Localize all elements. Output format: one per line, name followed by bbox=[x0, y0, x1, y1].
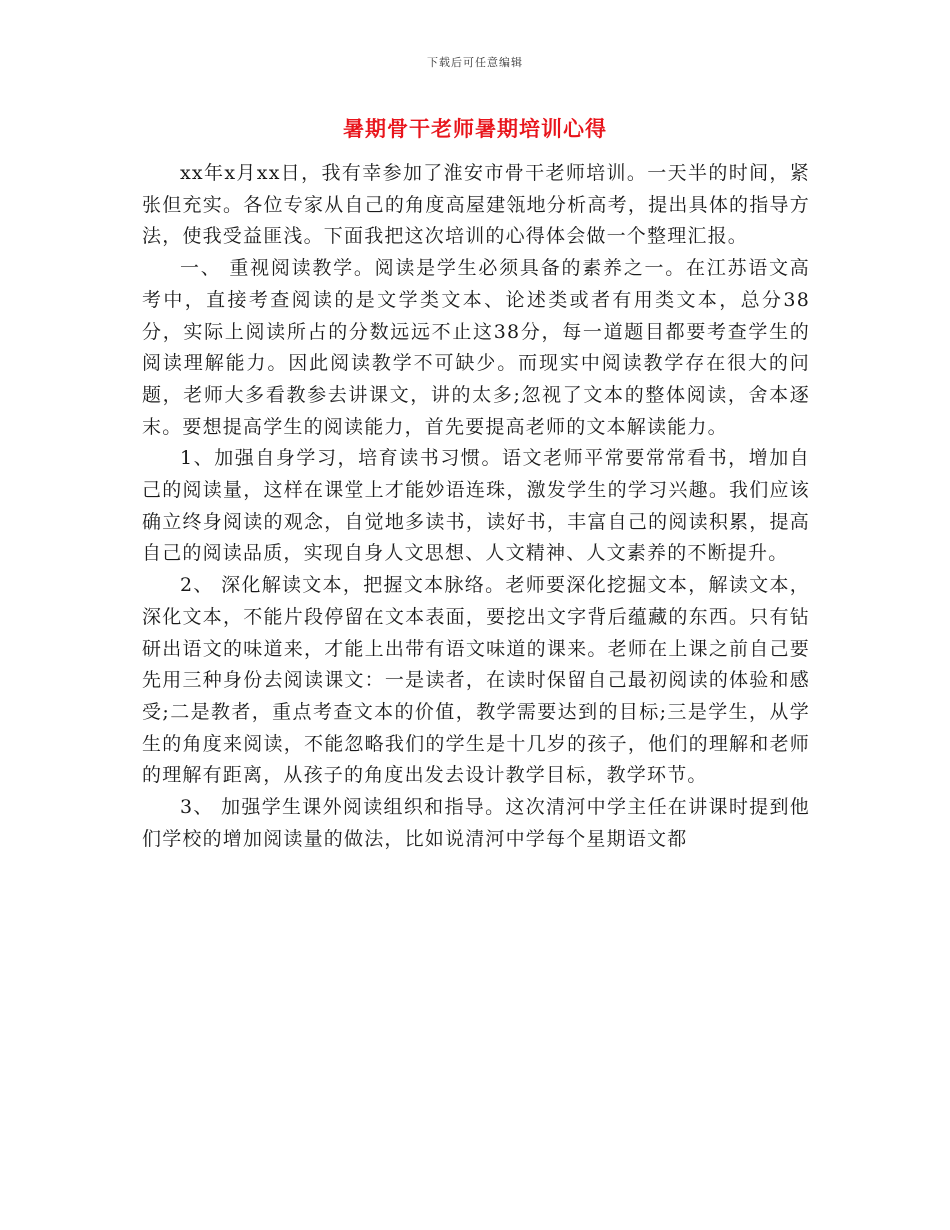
paragraph-point-1: 1、加强自身学习，培育读书习惯。语文老师平常要常常看书，增加自己的阅读量，这样在课堂上才能妙语连珠，激发学生的学习兴趣。我们应该确立终身阅读的观念，自觉地多读书，读好书，丰富自己的阅读积累，提高自己的阅读品质，实现自身人文思想、人文精神、人文素养的不断提升。 bbox=[142, 447, 810, 565]
paragraph-section-1: 一、 重视阅读教学。阅读是学生必须具备的素养之一。在江苏语文高考中，直接考查阅读的是文学类文本、论述类或者有用类文本，总分38分，实际上阅读所占的分数远远不止这38分，每一道题目都要考查学生的阅读理解能力。因此阅读教学不可缺少。而现实中阅读教学存在很大的问题，老师大多看教参去讲课文，讲的太多;忽视了文本的整体阅读，舍本逐末。要想提高学生的阅读能力，首先要提高老师的文本解读能力。 bbox=[142, 257, 810, 438]
header-note: 下载后可任意编辑 bbox=[427, 56, 523, 69]
paragraph-point-3: 3、 加强学生课外阅读组织和指导。这次清河中学主任在讲课时提到他们学校的增加阅读量的做法，比如说清河中学每个星期语文都 bbox=[142, 796, 810, 850]
document-title: 暑期骨干老师暑期培训心得 bbox=[343, 116, 607, 141]
document-body bbox=[142, 158, 810, 855]
paragraph-point-2: 2、 深化解读文本，把握文本脉络。老师要深化挖掘文本，解读文本，深化文本，不能片段停留在文本表面，要挖出文字背后蕴藏的东西。只有钻研出语文的味道来，才能上出带有语文味道的课来。老师在上课之前自己要先用三种身份去阅读课文：一是读者，在读时保留自己最初阅读的体验和感受;二是教者，重点考查文本的价值，教学需要达到的目标;三是学生，从学生的角度来阅读，不能忽略我们的学生是十几岁的孩子，他们的理解和老师的理解有距离，从孩子的角度出发去设计教学目标，教学环节。 bbox=[142, 574, 810, 787]
paragraph-intro: xx年x月xx日，我有幸参加了淮安市骨干老师培训。一天半的时间，紧张但充实。各位专家从自己的角度高屋建瓴地分析高考，提出具体的指导方法，使我受益匪浅。下面我把这次培训的心得体会做一个整理汇报。 bbox=[142, 162, 810, 248]
